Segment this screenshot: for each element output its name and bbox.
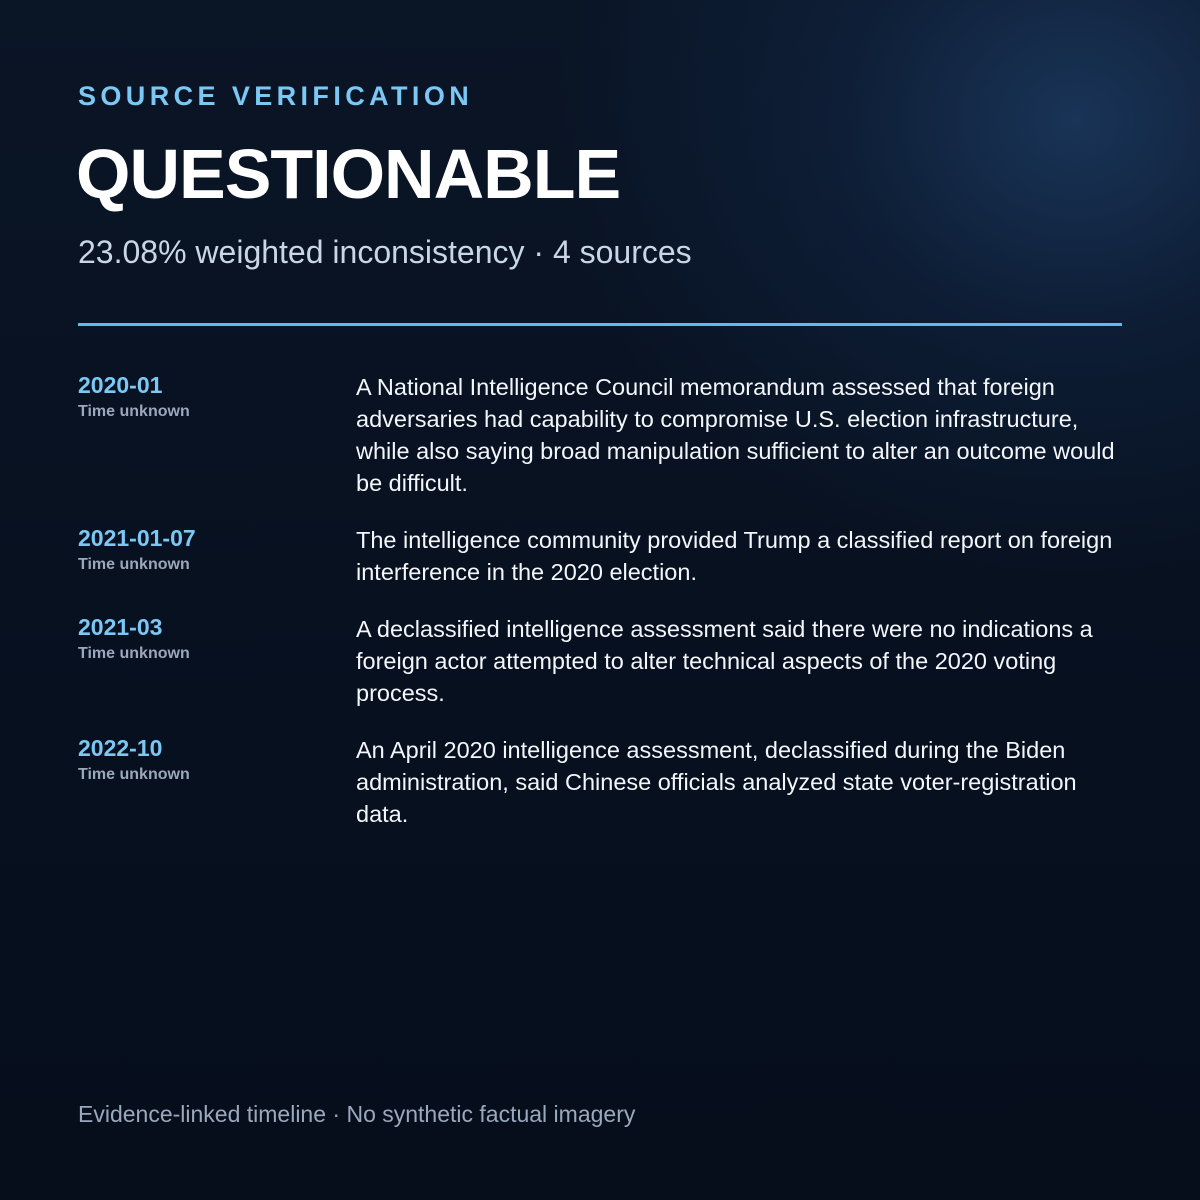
timeline-entry-meta [78, 612, 356, 664]
timeline-entry-date: 2020-01 [78, 372, 163, 398]
verdict-title: QUESTIONABLE [76, 135, 621, 213]
timeline-entry-time: Time unknown [78, 766, 190, 783]
timeline-entry-date: 2021-01-07 [78, 525, 196, 551]
timeline-entry-date: 2021-03 [78, 614, 163, 640]
timeline-entry-text: An April 2020 intelligence assessment, declassified during the Biden administration, said Chinese officials analyzed state voter-registration data. [356, 737, 1077, 827]
timeline-entry-text: A declassified intelligence assessment said there were no indications a foreign actor attempted to alter technical aspects of the 2020 voting process. [356, 616, 1093, 706]
timeline-entry [78, 370, 1122, 499]
timeline-entry-text: A National Intelligence Council memorandum assessed that foreign adversaries had capability to compromise U.S. election infrastructure, while also saying broad manipulation sufficient to alter an outcome would be difficult. [356, 374, 1115, 496]
timeline-entry-meta [78, 370, 356, 422]
header-divider [78, 323, 1122, 326]
timeline-entry-time: Time unknown [78, 645, 190, 662]
timeline-entry-text: The intelligence community provided Trump a classified report on foreign interference in the 2020 election. [356, 527, 1113, 585]
section-eyebrow: SOURCE VERIFICATION [78, 81, 474, 111]
timeline [78, 370, 1122, 854]
verdict-summary: 23.08% weighted inconsistency · 4 sources [78, 234, 692, 270]
timeline-entry-meta [78, 733, 356, 785]
timeline-entry-time: Time unknown [78, 556, 190, 573]
footer-note: Evidence-linked timeline · No synthetic factual imagery [78, 1101, 636, 1127]
timeline-entry-meta [78, 523, 356, 575]
timeline-entry [78, 612, 1122, 709]
timeline-entry-date: 2022-10 [78, 735, 163, 761]
timeline-entry-time: Time unknown [78, 403, 190, 420]
timeline-entry [78, 733, 1122, 830]
timeline-entry [78, 523, 1122, 588]
